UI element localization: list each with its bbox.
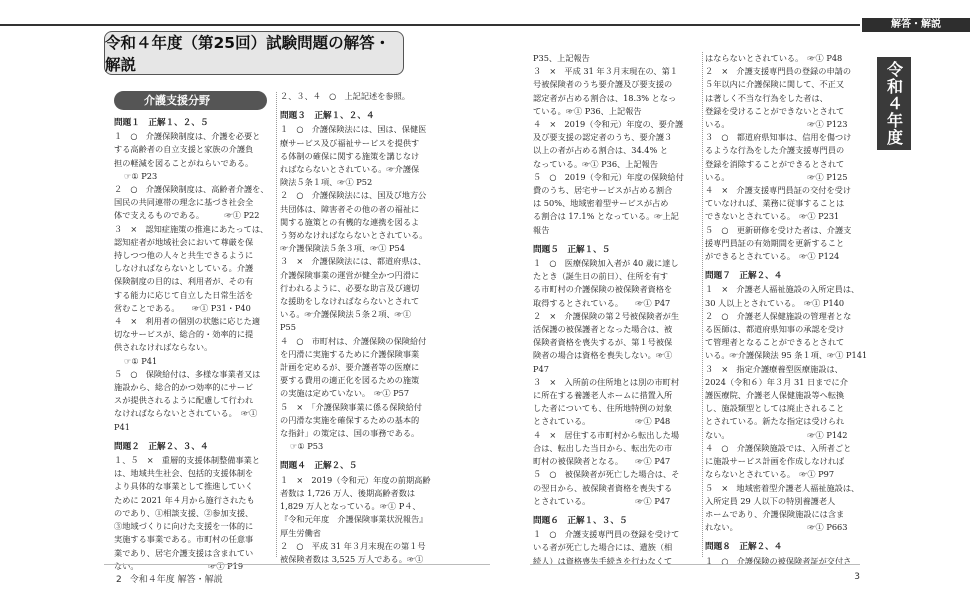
answer-line: し、施設類型としては廃止されること xyxy=(705,403,845,414)
answer-line: る市町村の介護保険の被保険者資格を xyxy=(533,284,673,295)
answer-line: ５ ○ 保険給付は、多様な事業者又は xyxy=(114,368,261,379)
answer-line: 30 人以上とされている。 ☞① P140 xyxy=(705,297,845,308)
column-1 xyxy=(114,117,270,573)
answer-line: に所在する養護老人ホームに措置入所 xyxy=(533,390,673,401)
answer-line: 療サービス及び福祉サービスを提供す xyxy=(280,137,420,148)
answer-line: 行われるように、必要な助言及び適切 xyxy=(280,282,420,293)
side-year-label: 令和４年度 xyxy=(877,57,911,150)
answer-line: 認定者が占める割合は、18.3% となっ xyxy=(533,92,677,103)
answer-line: 被保険者数は 3,525 万人である。☞① xyxy=(280,553,424,564)
question-heading: 問題６ 正解１、３、５ xyxy=(533,515,628,526)
column-2 xyxy=(280,90,476,566)
answer-line: ４ × 居住する市町村から転出した場 xyxy=(533,429,680,440)
answer-line: とされている。新たな指定は受けられ xyxy=(705,416,845,427)
answer-line: に施設サービス計画を作成しなければ xyxy=(705,456,845,467)
answer-line: ５ × 地域密着型介護老人福祉施設は、 xyxy=(705,482,860,493)
footer-rule xyxy=(104,564,490,565)
answer-line: ☞① P53 xyxy=(290,441,324,452)
answer-line: ２、３、４ ○ 上記記述を参照。 xyxy=(280,91,410,101)
answer-line: する能力に応じて自立した日常生活を xyxy=(114,289,254,300)
answer-line: は著しく不当な行為をした者は、 xyxy=(705,92,828,103)
answer-line: 入所定員 29 人以下の特別養護老人 xyxy=(705,495,836,506)
answer-line: る体制の確保に関する施策を講じなけ xyxy=(280,150,420,161)
answer-line: １、５ × 重層的支援体制整備事業と xyxy=(114,455,261,466)
answer-line: 体で支えるものである。 ☞① P22 xyxy=(114,210,260,221)
answer-line: 実施する事業である。市町村の任意事 xyxy=(114,534,254,545)
answer-line: いる者が死亡した場合には、遺族（相 xyxy=(533,542,673,553)
answer-line: ２ ○ 介護老人保健施設の管理者とな xyxy=(705,310,852,321)
answer-line: ４ × 2019（令和元）年度の、要介護 xyxy=(533,119,684,130)
footer-left-text: 令和４年度 解答・解説 xyxy=(129,575,223,585)
answer-line: 持しつつ他の人々と共生できるように xyxy=(114,250,254,261)
answer-line: ４ ○ 介護保険施設では、入所者ごと xyxy=(705,442,852,453)
answer-line: いる。 ☞① P125 xyxy=(705,171,848,182)
answer-line: な援助をしなければならないとされて xyxy=(280,296,420,307)
answer-line: ができるとされている。 ☞① P124 xyxy=(705,251,840,262)
answer-line: う努めなければならないとされている。 xyxy=(280,230,428,241)
answer-line: P41 xyxy=(114,421,130,432)
answer-line: する高齢者の自立支援と家族の介護負 xyxy=(114,144,254,155)
answer-line: 介護保険事業の運営が健全かつ円滑に xyxy=(280,269,420,280)
answer-line: ５ ○ 更新研修を受けた者は、介護支 xyxy=(705,224,852,235)
answer-line: ４ ○ 市町村は、介護保険の保険給付 xyxy=(280,335,427,346)
answer-line: ３ × 介護保険法には、都道府県は、 xyxy=(280,256,427,267)
answer-line: 費のうち、居宅サービスが占める割合 xyxy=(533,185,673,196)
answer-line: ホームであり、介護保険施設には含ま xyxy=(705,508,845,519)
answer-line: 1,829 万人となっている。☞① P４、 xyxy=(280,501,421,512)
header-tab: 解答・解説 xyxy=(862,18,970,32)
answer-line: ３ × 入所前の住所地とは別の市町村 xyxy=(533,376,680,387)
answer-line: ために 2021 年４月から施行されたも xyxy=(114,494,255,505)
answer-line: いる。☞介護保険法５条２項、☞① xyxy=(280,309,412,320)
question-heading: 問題７ 正解２、４ xyxy=(705,271,783,282)
answer-line: るような行為をした介護支援専門員の xyxy=(705,145,845,156)
answer-line: て管理者となることができるとされて xyxy=(705,337,845,348)
answer-line: ２ ○ 平成 31 年３月末現在の第１号 xyxy=(280,540,426,551)
answer-line: 登録を受けることができないとされて xyxy=(705,105,845,116)
answer-line: できないとされている。 ☞① P231 xyxy=(705,211,840,222)
answer-line: ていなければ、業務に従事することは xyxy=(705,198,845,209)
answer-line: のであり、①相談支援、②参加支援、 xyxy=(114,507,254,518)
column-3 xyxy=(533,52,701,568)
answer-line: とされている。 ☞① P47 xyxy=(533,495,671,506)
answer-line: を円滑に実施するために介護保険事業 xyxy=(280,348,420,359)
answer-line: ２ ○ 介護保険制度は、高齢者介護を、 xyxy=(114,184,269,195)
answer-line: ５年以内に介護保険に関して、不正又 xyxy=(705,79,845,90)
answer-line: ③地域づくりに向けた支援を一体的に xyxy=(114,521,254,532)
answer-line: 登録を消除することができるとされて xyxy=(705,158,845,169)
answer-line: 活保護の被保護者となった場合は、被 xyxy=(533,324,673,335)
answer-line: 険者の場合は資格を喪失しない。☞① xyxy=(533,350,673,361)
question-heading: 問題５ 正解１、５ xyxy=(533,244,611,255)
answer-line: 保険制度の目的は、利用者が、その有 xyxy=(114,276,254,287)
answer-line: P35、上記報告 xyxy=(533,53,590,63)
answer-line: １ ○ 介護保険法には、国は、保健医 xyxy=(280,124,427,135)
answer-line: ない。 ☞① P19 xyxy=(114,560,244,571)
answer-line: P55 xyxy=(280,322,296,333)
answer-line: しなければならないとしている。介護 xyxy=(114,263,254,274)
answer-line: した者についても、住所地特例の対象 xyxy=(533,403,673,414)
page-number-left: 2 xyxy=(116,575,122,585)
answer-line: ３ × 平成 31 年３月末現在の、第１ xyxy=(533,66,678,77)
answer-line: 以上の者が占める割合は、34.4% と xyxy=(533,145,669,156)
answer-line: ３ × 認知症施策の推進にあたっては、 xyxy=(114,223,269,234)
answer-line: ２ ○ 介護保険法には、国及び地方公 xyxy=(280,190,427,201)
answer-line: 保険者資格を喪失するが、第１号被保 xyxy=(533,337,673,348)
column-divider xyxy=(276,92,277,557)
answer-line: いる。 ☞① P123 xyxy=(705,119,848,130)
answer-line: 施設から、総合的かつ効率的にサービ xyxy=(114,382,254,393)
answer-line: より具体的な事業として推進していく xyxy=(114,481,254,492)
answer-line: 切なサービスが、総合的・効率的に提 xyxy=(114,329,254,340)
answer-line: １ ○ 介護保険制度は、介護を必要と xyxy=(114,131,261,142)
answer-line: ３ × 指定介護療養型医療施設は、 xyxy=(705,363,843,374)
answer-line: １ ○ 介護支援専門員の登録を受けて xyxy=(533,529,680,540)
answer-line: 認知症者が地域社会において尊厳を保 xyxy=(114,236,254,247)
answer-line: なければならないとされている。 ☞① xyxy=(114,408,258,419)
footer-rule xyxy=(530,564,860,565)
answer-line: 計画を定めるが、要介護者等の医療に xyxy=(280,362,420,373)
answer-line: ５ ○ 被保険者が死亡した場合は、そ xyxy=(533,469,680,480)
answer-line: 共団体は、障害者その他の者の福祉に xyxy=(280,203,420,214)
answer-line: 供されなければならない。 xyxy=(114,342,213,353)
answer-line: 号被保険者のうち要介護及び要支援の xyxy=(533,79,673,90)
answer-line: P47 xyxy=(533,363,549,374)
question-heading: 問題３ 正解１、２、４ xyxy=(280,111,375,122)
answer-line: ている。☞① P36、上記報告 xyxy=(533,105,642,116)
answer-line: ない。 ☞① P142 xyxy=(705,429,848,440)
section-label: 介護支援分野 xyxy=(114,91,267,110)
answer-line: ４ × 利用者の個別の状態に応じた適 xyxy=(114,316,261,327)
answer-line: ればならないとされている。☞介護保 xyxy=(280,164,420,175)
page-number-right: 3 xyxy=(854,572,860,582)
top-rule xyxy=(0,24,860,26)
answer-line: 業であり、居宅介護支援は含まれてい xyxy=(114,547,254,558)
answer-line: は 50%、地域密着型サービスが占め xyxy=(533,198,669,209)
answer-line: 担の軽減を図ることがねらいである。 xyxy=(114,157,254,168)
answer-line: １ ○ 介護保険の被保険者証が交付さ xyxy=(705,555,852,566)
answer-line: の翌日から、被保険者資格を喪失する xyxy=(533,482,673,493)
answer-line: ５ × 「介護保険事業に係る保険給付 xyxy=(280,401,422,412)
question-heading: 問題４ 正解２、５ xyxy=(280,461,358,472)
answer-line: れない。 ☞① P663 xyxy=(705,522,848,533)
answer-line: 『令和元年度 介護保険事業状況報告』 xyxy=(280,514,428,525)
answer-line: ならないとされている。 ☞① P97 xyxy=(705,469,835,480)
answer-line: １ × 2019（令和元）年度の前期高齢 xyxy=(280,474,431,485)
answer-line: ２ × 介護支援専門員の登録の申請の xyxy=(705,66,852,77)
answer-line: 続人）は資格喪失手続きを行わなくて xyxy=(533,555,673,566)
answer-line: 営むことである。 ☞① P31・P40 xyxy=(114,302,251,313)
answer-line: 取得するとされている。 ☞① P47 xyxy=(533,297,671,308)
answer-line: の実施は定めていない。 ☞① P57 xyxy=(280,388,410,399)
answer-line: の円滑な実施を確保するための基本的 xyxy=(280,414,420,425)
answer-line: 護医療院、介護老人保健施設等へ転換 xyxy=(705,390,845,401)
answer-line: １ ○ 医療保険加入者が 40 歳に達し xyxy=(533,258,679,269)
footer-left xyxy=(116,572,231,585)
answer-line: ☞介護保険法５条３項、☞① P54 xyxy=(280,243,405,254)
answer-line: はならないとされている。 ☞① P48 xyxy=(705,53,843,63)
answer-line: 要する費用の適正化を図るための施策 xyxy=(280,375,420,386)
answer-line: 険法５条１項、☞① P52 xyxy=(280,177,373,188)
answer-line: スが提供されるように配慮して行われ xyxy=(114,395,254,406)
answer-line: な指針」の策定は、国の事務である。 xyxy=(280,428,420,439)
answer-line: 厚生労働省 xyxy=(280,527,321,538)
answer-line: 町村の被保険者となる。 ☞① P47 xyxy=(533,456,671,467)
answer-line: ☞① P41 xyxy=(124,355,158,366)
answer-line: ４ × 介護支援専門員証の交付を受け xyxy=(705,185,852,196)
answer-line: とされている。 ☞① P48 xyxy=(533,416,671,427)
answer-line: ３ ○ 都道府県知事は、信用を傷つけ xyxy=(705,132,852,143)
page-title: 令和４年度（第25回）試験問題の解答・解説 xyxy=(104,31,404,75)
question-heading: 問題１ 正解１、２、５ xyxy=(114,118,209,128)
question-heading: 問題８ 正解２、４ xyxy=(705,542,783,553)
answer-line: は、地域共生社会、包括的支援体制を xyxy=(114,468,254,479)
answer-line: いる。☞介護保険法 95 条１項、☞① P141 xyxy=(705,350,868,361)
answer-line: なっている。☞① P36、上記報告 xyxy=(533,158,658,169)
answer-line: 関する施策との有機的な連携を図るよ xyxy=(280,216,420,227)
top-bar xyxy=(0,0,970,32)
answer-line: 国民の共同連帯の理念に基づき社会全 xyxy=(114,197,254,208)
answer-line: たとき（誕生日の前日）、住所を有す xyxy=(533,271,669,282)
question-heading: 問題２ 正解２、３、４ xyxy=(114,441,209,452)
answer-line: る医師は、都道府県知事の承認を受け xyxy=(705,324,845,335)
answer-line: １ × 介護老人福祉施設の入所定員は、 xyxy=(705,284,860,295)
answer-line: 援専門員証の有効期間を更新すること xyxy=(705,237,845,248)
column-divider xyxy=(702,52,703,557)
answer-line: る割合は 17.1% となっている。☞上記 xyxy=(533,211,679,222)
answer-line: 報告 xyxy=(533,224,550,235)
answer-line: 合は、転出した当日から、転出先の市 xyxy=(533,442,673,453)
answer-line: ☞① P23 xyxy=(124,170,158,181)
answer-line: 2024（令和６）年３月 31 日までに介 xyxy=(705,376,848,387)
answer-line: 及び要支援の認定者のうち、要介護３ xyxy=(533,132,673,143)
answer-line: 者数は 1,726 万人、後期高齢者数は xyxy=(280,487,416,498)
answer-line: ５ ○ 2019（令和元）年度の保険給付 xyxy=(533,171,684,182)
answer-line: ２ × 介護保険の第２号被保険者が生 xyxy=(533,310,680,321)
column-4 xyxy=(705,52,873,568)
